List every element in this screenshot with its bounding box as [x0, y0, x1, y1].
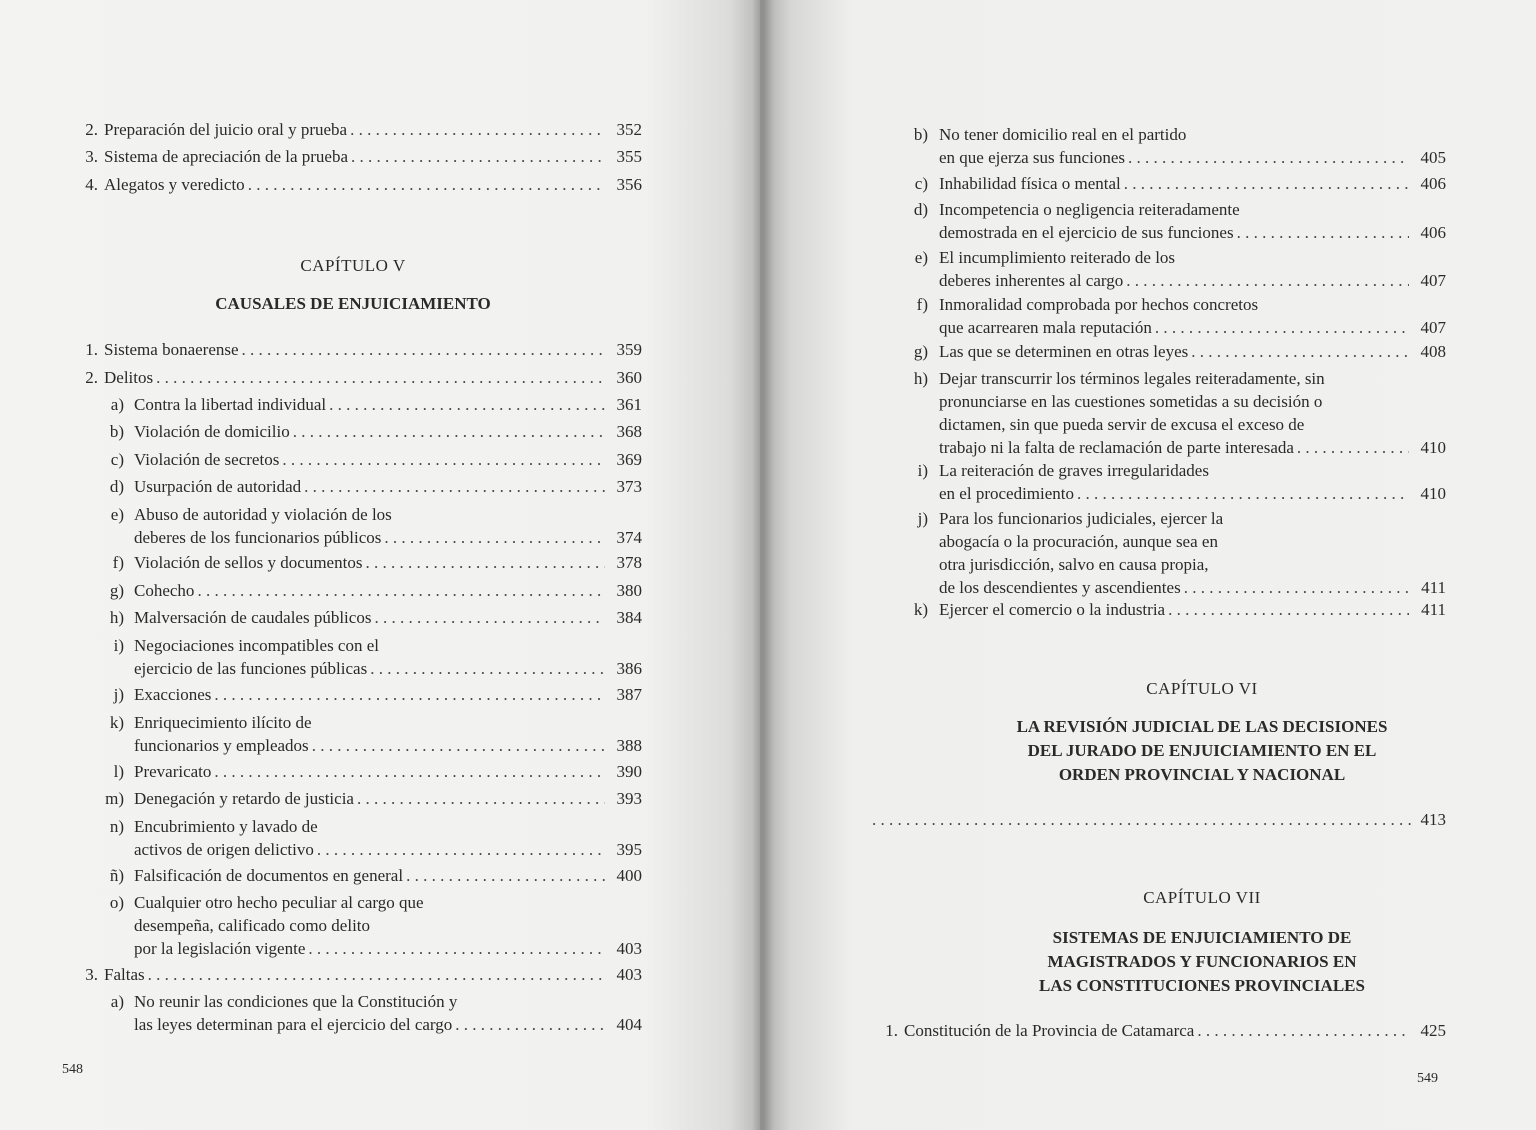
toc-entry-text: por la legislación vigente — [134, 939, 306, 958]
page-number-right: 549 — [1417, 1071, 1438, 1086]
toc-entry — [885, 1019, 1446, 1042]
toc-entry-page: 360 — [616, 368, 642, 387]
toc-entry-text: Encubrimiento y lavado de — [134, 817, 318, 836]
chapter-6-leader-line — [872, 810, 1446, 830]
dot-leader — [312, 734, 605, 757]
toc-entry-page: 361 — [616, 395, 642, 414]
toc-entry-text: La reiteración de graves irregularidades — [939, 461, 1209, 480]
toc-entry-text: dictamen, sin que pueda servir de excusa el exceso de — [939, 415, 1305, 434]
toc-entry-number: g) — [109, 581, 124, 600]
toc-entry — [109, 815, 642, 861]
toc-entry-text: deberes inherentes al cargo — [939, 271, 1124, 290]
chapter-7-title-line: SISTEMAS DE ENJUICIAMIENTO DE — [1052, 928, 1352, 947]
toc-entry-last-line — [939, 598, 1446, 621]
dot-leader — [304, 475, 605, 498]
dot-leader — [242, 338, 605, 361]
toc-entry — [113, 760, 642, 783]
toc-entry-last-line — [939, 269, 1446, 292]
toc-entry-text: Falsificación de documentos en general — [134, 866, 404, 885]
toc-entry-text: otra jurisdicción, salvo en causa propia, — [939, 555, 1209, 574]
toc-entry — [109, 606, 642, 629]
toc-entry-text: No tener domicilio real en el partido — [939, 125, 1187, 144]
toc-entry-last-line — [939, 576, 1446, 599]
toc-entry-page: 406 — [1420, 174, 1446, 193]
toc-entry-last-line — [134, 448, 642, 471]
toc-entry-last-line — [104, 145, 642, 168]
chapter-7-label: CAPÍTULO VII — [1143, 888, 1261, 907]
toc-entry-page: 404 — [616, 1015, 642, 1034]
dot-leader — [214, 760, 605, 783]
dot-leader — [406, 864, 605, 887]
toc-entry — [917, 459, 1446, 505]
toc-entry-page: 368 — [616, 422, 642, 441]
toc-entry-number: e) — [914, 248, 928, 267]
toc-entry — [109, 711, 642, 757]
book-gutter-shadow — [752, 0, 774, 1130]
chapter-7-title-line: MAGISTRADOS Y FUNCIONARIOS EN — [1047, 952, 1357, 971]
toc-entry — [85, 963, 642, 986]
toc-entry-text: abogacía o la procuración, aunque sea en — [939, 532, 1218, 551]
toc-entry-text: Faltas — [104, 965, 145, 984]
toc-entry-number: l) — [113, 762, 124, 781]
toc-entry — [913, 367, 1446, 459]
toc-entry — [913, 198, 1446, 244]
toc-entry — [914, 246, 1446, 292]
toc-entry — [109, 864, 642, 887]
toc-entry-number: a) — [110, 992, 124, 1011]
toc-entry-last-line — [939, 482, 1446, 505]
toc-entry-number: o) — [109, 893, 124, 912]
chapter-5-title: CAUSALES DE ENJUICIAMIENTO — [215, 294, 491, 313]
toc-entry-text: Violación de domicilio — [134, 422, 290, 441]
toc-entry-number: k) — [109, 713, 124, 732]
toc-entry-text: demostrada en el ejercicio de sus funciones — [939, 223, 1234, 242]
toc-entry-page: 408 — [1420, 342, 1446, 361]
toc-entry-number: b) — [913, 125, 928, 144]
toc-entry-text: Abuso de autoridad y violación de los — [134, 505, 392, 524]
dot-leader — [248, 173, 605, 196]
dot-leader — [384, 526, 605, 549]
toc-entry-text: pronunciarse en las cuestiones sometidas a su decisión o — [939, 392, 1323, 411]
toc-entry-page: 355 — [616, 147, 642, 166]
toc-entry-page: 407 — [1420, 271, 1446, 290]
toc-entry-last-line — [104, 118, 642, 141]
toc-entry-last-line — [134, 657, 642, 680]
toc-entry-number: h) — [913, 369, 928, 388]
toc-entry-last-line — [104, 338, 642, 361]
toc-entry — [916, 293, 1446, 339]
dot-leader — [1184, 576, 1409, 599]
chapter-7-title-line: LAS CONSTITUCIONES PROVINCIALES — [1039, 976, 1365, 995]
chapter-7-title — [912, 926, 1492, 998]
toc-entry-number: n) — [109, 817, 124, 836]
toc-entry-number: a) — [110, 395, 124, 414]
dot-leader — [293, 420, 605, 443]
toc-entry-page: 378 — [616, 553, 642, 572]
toc-entry — [113, 683, 642, 706]
toc-entry-number: m) — [105, 789, 124, 808]
toc-entry-number: e) — [110, 505, 124, 524]
toc-entry-number: j) — [113, 685, 124, 704]
dot-leader — [1124, 172, 1409, 195]
toc-entry-text: Cualquier otro hecho peculiar al cargo que — [134, 893, 424, 912]
toc-entry-number: j) — [917, 509, 928, 528]
toc-entry-number: 3. — [85, 965, 98, 984]
toc-entry-number: d) — [109, 477, 124, 496]
toc-entry — [85, 338, 642, 361]
dot-leader — [1077, 482, 1409, 505]
toc-entry-last-line — [134, 760, 642, 783]
dot-leader — [329, 393, 605, 416]
toc-entry-page: 395 — [616, 840, 642, 859]
toc-entry-last-line — [134, 683, 642, 706]
toc-entry-text: Prevaricato — [134, 762, 212, 781]
toc-entry-text: Negociaciones incompatibles con el — [134, 636, 379, 655]
toc-entry-text: ejercicio de las funciones públicas — [134, 659, 368, 678]
toc-entry-page: 407 — [1420, 318, 1446, 337]
chapter-6-page: 413 — [1420, 810, 1446, 829]
toc-entry — [113, 634, 642, 680]
toc-entry-page: 380 — [616, 581, 642, 600]
toc-entry-page: 411 — [1421, 578, 1446, 597]
toc-entry — [917, 507, 1446, 599]
toc-entry — [110, 503, 642, 549]
toc-entry — [913, 340, 1446, 363]
toc-entry-page: 410 — [1420, 484, 1446, 503]
toc-entry-last-line — [134, 475, 642, 498]
chapter-6-title-line: ORDEN PROVINCIAL Y NACIONAL — [1058, 765, 1346, 784]
toc-entry — [112, 551, 642, 574]
toc-entry-number: 1. — [85, 340, 98, 359]
toc-entry-page: 405 — [1420, 148, 1446, 167]
toc-entry-page: 386 — [616, 659, 642, 678]
toc-entry — [85, 173, 642, 196]
toc-entry-last-line — [134, 420, 642, 443]
toc-entry-page: 411 — [1421, 600, 1446, 619]
toc-entry-page: 356 — [616, 175, 642, 194]
toc-entry-text: que acarrearen mala reputación — [939, 318, 1152, 337]
toc-entry-page: 373 — [616, 477, 642, 496]
toc-entry-text: Las que se determinen en otras leyes — [939, 342, 1189, 361]
toc-entry-text: Preparación del juicio oral y prueba — [104, 120, 348, 139]
toc-entry-text: de los descendientes y ascendientes — [939, 578, 1181, 597]
dot-leader — [156, 366, 605, 389]
dot-leader — [1128, 146, 1409, 169]
toc-entry-text: Cohecho — [134, 581, 195, 600]
toc-entry-text: Sistema de apreciación de la prueba — [104, 147, 349, 166]
toc-entry-last-line — [134, 734, 642, 757]
toc-entry-text: Violación de sellos y documentos — [134, 553, 363, 572]
dot-leader — [197, 579, 605, 602]
toc-entry-text: Ejercer el comercio o la industria — [939, 600, 1166, 619]
toc-entry-number: k) — [913, 600, 928, 619]
toc-entry-last-line — [939, 172, 1446, 195]
dot-leader — [148, 963, 605, 986]
chapter-5-label: CAPÍTULO V — [300, 256, 406, 275]
toc-entry-page: 393 — [616, 789, 642, 808]
toc-entry-number: h) — [109, 608, 124, 627]
toc-entry-last-line — [939, 146, 1446, 169]
dot-leader — [374, 606, 605, 629]
dot-leader — [370, 657, 605, 680]
toc-entry-last-line — [939, 221, 1446, 244]
toc-entry-text: deberes de los funcionarios públicos — [134, 528, 382, 547]
dot-leader — [1191, 340, 1409, 363]
toc-entry-text: No reunir las condiciones que la Constitución y — [134, 992, 458, 1011]
left-page — [0, 0, 760, 1130]
dot-leader — [1155, 316, 1409, 339]
toc-entry-last-line — [104, 173, 642, 196]
toc-entry-last-line — [134, 937, 642, 960]
toc-entry — [913, 123, 1446, 169]
toc-entry — [110, 990, 642, 1036]
toc-entry-page: 384 — [616, 608, 642, 627]
toc-entry — [85, 366, 642, 389]
dot-leader — [872, 810, 1412, 830]
toc-entry — [109, 579, 642, 602]
toc-entry-last-line — [134, 393, 642, 416]
toc-entry-text: las leyes determinan para el ejercicio del cargo — [134, 1015, 453, 1034]
chapter-6-title-line: LA REVISIÓN JUDICIAL DE LAS DECISIONES — [1016, 717, 1388, 736]
toc-entry-number: b) — [109, 422, 124, 441]
toc-entry-last-line — [134, 838, 642, 861]
toc-entry-text: Violación de secretos — [134, 450, 280, 469]
toc-entry — [105, 787, 642, 810]
dot-leader — [455, 1013, 605, 1036]
toc-entry-page: 387 — [616, 685, 642, 704]
toc-entry-text: en el procedimiento — [939, 484, 1075, 503]
dot-leader — [1237, 221, 1409, 244]
toc-entry-number: 4. — [85, 175, 98, 194]
toc-entry-text: Enriquecimiento ilícito de — [134, 713, 312, 732]
chapter-6-title-line: DEL JURADO DE ENJUICIAMIENTO EN EL — [1027, 741, 1377, 760]
toc-entry-last-line — [104, 963, 642, 986]
toc-entry — [109, 475, 642, 498]
toc-entry-text: Usurpación de autoridad — [134, 477, 302, 496]
toc-entry — [109, 891, 642, 960]
dot-leader — [1197, 1019, 1409, 1042]
toc-entry-last-line — [134, 526, 642, 549]
toc-entry-page: 425 — [1420, 1021, 1446, 1040]
toc-entry — [85, 145, 642, 168]
dot-leader — [214, 683, 605, 706]
page-number-left: 548 — [62, 1062, 83, 1077]
toc-entry-text: desempeña, calificado como delito — [134, 916, 371, 935]
toc-entry — [85, 118, 642, 141]
toc-entry-number: ñ) — [109, 866, 124, 885]
toc-entry-number: g) — [913, 342, 928, 361]
toc-entry-page: 352 — [616, 120, 642, 139]
toc-entry-number: 3. — [85, 147, 98, 166]
toc-entry-text: funcionarios y empleados — [134, 736, 309, 755]
right-page — [760, 0, 1536, 1130]
toc-entry-last-line — [904, 1019, 1446, 1042]
toc-entry-text: Dejar transcurrir los términos legales reiteradamente, sin — [939, 369, 1325, 388]
dot-leader — [1168, 598, 1409, 621]
toc-entry-last-line — [134, 551, 642, 574]
toc-entry-text: Para los funcionarios judiciales, ejercer la — [939, 509, 1224, 528]
dot-leader — [317, 838, 605, 861]
toc-entry-text: Denegación y retardo de justicia — [134, 789, 354, 808]
toc-entry-text: Delitos — [104, 368, 154, 387]
toc-entry-number: 1. — [885, 1021, 898, 1040]
toc-entry-text: Exacciones — [134, 685, 212, 704]
toc-entry-last-line — [134, 864, 642, 887]
toc-entry-text: Alegatos y veredicto — [104, 175, 245, 194]
toc-entry — [110, 448, 642, 471]
dot-leader — [357, 787, 605, 810]
toc-entry-last-line — [104, 366, 642, 389]
dot-leader — [350, 118, 605, 141]
toc-entry-page: 406 — [1420, 223, 1446, 242]
toc-entry-number: 2. — [85, 120, 98, 139]
toc-entry-text: Malversación de caudales públicos — [134, 608, 372, 627]
toc-entry-last-line — [134, 606, 642, 629]
toc-entry-number: i) — [113, 636, 124, 655]
toc-entry-number: c) — [110, 450, 124, 469]
toc-entry-text: Inmoralidad comprobada por hechos concretos — [939, 295, 1259, 314]
toc-entry-text: El incumplimiento reiterado de los — [939, 248, 1176, 267]
toc-entry-text: Incompetencia o negligencia reiteradamente — [939, 200, 1240, 219]
toc-entry — [913, 598, 1446, 621]
dot-leader — [282, 448, 605, 471]
toc-entry-text: activos de origen delictivo — [134, 840, 314, 859]
toc-entry-last-line — [939, 316, 1446, 339]
toc-entry-last-line — [134, 1013, 642, 1036]
toc-entry-number: 2. — [85, 368, 98, 387]
toc-entry — [914, 172, 1446, 195]
toc-entry-text: Sistema bonaerense — [104, 340, 239, 359]
toc-entry-text: en que ejerza sus funciones — [939, 148, 1125, 167]
dot-leader — [1126, 269, 1409, 292]
toc-entry-text: trabajo ni la falta de reclamación de parte interesada — [939, 438, 1294, 457]
toc-entry — [109, 420, 642, 443]
toc-entry-text: Inhabilidad física o mental — [939, 174, 1121, 193]
toc-entry-number: c) — [914, 174, 928, 193]
chapter-6-label: CAPÍTULO VI — [1146, 679, 1258, 698]
toc-entry-page: 403 — [616, 965, 642, 984]
toc-entry-text: Contra la libertad individual — [134, 395, 327, 414]
toc-entry-page: 359 — [616, 340, 642, 359]
toc-entry-page: 369 — [616, 450, 642, 469]
dot-leader — [308, 937, 605, 960]
toc-entry-page: 403 — [616, 939, 642, 958]
chapter-6-title — [912, 715, 1492, 787]
toc-entry-page: 374 — [616, 528, 642, 547]
toc-entry-last-line — [939, 436, 1446, 459]
toc-entry-number: i) — [917, 461, 928, 480]
toc-entry-last-line — [134, 787, 642, 810]
toc-entry-text: Constitución de la Provincia de Catamarca — [904, 1021, 1195, 1040]
toc-entry-page: 388 — [616, 736, 642, 755]
toc-entry-last-line — [134, 579, 642, 602]
toc-entry-number: f) — [112, 553, 124, 572]
dot-leader — [351, 145, 605, 168]
toc-entry-number: f) — [916, 295, 928, 314]
dot-leader — [365, 551, 605, 574]
dot-leader — [1297, 436, 1409, 459]
toc-entry-page: 410 — [1420, 438, 1446, 457]
toc-entry-page: 390 — [616, 762, 642, 781]
toc-entry-page: 400 — [616, 866, 642, 885]
toc-entry-last-line — [939, 340, 1446, 363]
toc-entry-number: d) — [913, 200, 928, 219]
toc-entry — [110, 393, 642, 416]
